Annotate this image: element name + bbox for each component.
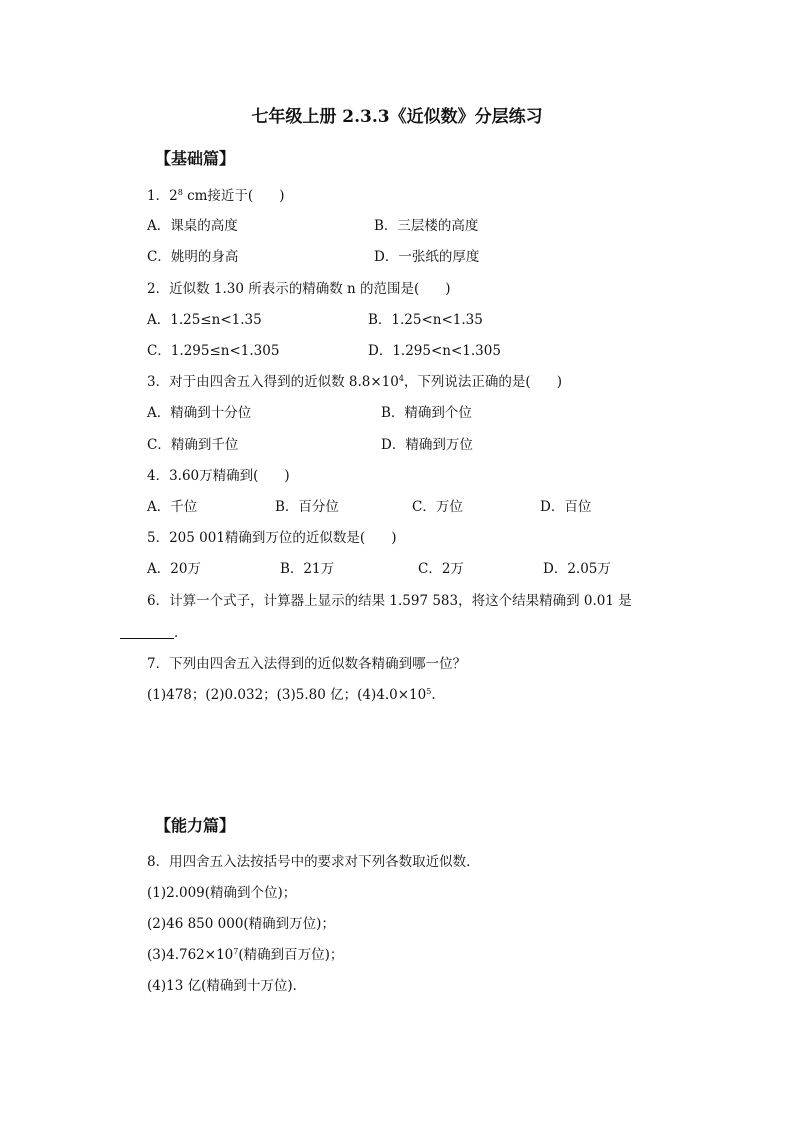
question-3-option-b: B．精确到个位 [381,405,472,421]
page-title: 七年级上册 2.3.3《近似数》分层练习 [251,107,543,127]
question-4-text: 4．3.60万精确到( [147,468,259,484]
question-5-text: 5．205 001精确到万位的近似数是( [147,530,366,546]
question-2-text: 2．近似数 1.30 所表示的精确数 n 的范围是( [147,281,420,297]
question-7-exponent: 5 [426,687,432,696]
question-8-item-4: (4)13 亿(精确到十万位)． [147,978,307,994]
question-1-option-d: D．一张纸的厚度 [374,249,480,265]
question-8-item-3-text-end: (精确到百万位)； [238,947,344,963]
question-8-item-1: (1)2.009(精确到个位)； [147,885,297,901]
question-2-close-paren: ) [445,281,451,297]
question-1-close-paren: ) [279,188,285,204]
question-3-exponent: 4 [398,374,404,383]
question-8-item-3-exponent: 7 [233,947,239,956]
question-1-option-a: A．课桌的高度 [147,218,238,234]
question-4-stem [147,467,290,485]
question-2-option-b: B．1.25<n<1.35 [368,312,483,328]
answer-blank [120,626,174,639]
question-6-period: ． [174,625,188,641]
question-7-items [147,686,436,704]
question-8-stem: 8．用四舍五入法按括号中的要求对下列各数取近似数． [147,854,480,870]
question-2-option-a: A．1.25≤n<1.35 [147,312,262,328]
question-3-option-a: A．精确到十分位 [147,405,252,421]
question-6-stem: 6．计算一个式子，计算器上显示的结果 1.597 583，将这个结果精确到 0.01 是 [147,593,632,609]
question-5-stem [147,529,396,547]
question-5-close-paren: ) [391,530,397,546]
question-5-option-b: B．21万 [280,561,335,577]
section-basic-heading: 【基础篇】 [155,149,236,168]
question-5-option-c: C．2万 [418,561,464,577]
question-7-items-text: (1)478；(2)0.032；(3)5.80 亿；(4)4.0×10 [147,687,427,703]
question-1-base: 2 [169,188,178,204]
question-1-option-c: C．姚明的身高 [147,249,239,265]
question-8-item-3-text: (3)4.762×10 [147,947,234,963]
question-3-option-d: D．精确到万位 [381,437,473,453]
question-2-option-c: C．1.295≤n<1.305 [147,343,280,359]
question-2-stem [147,280,451,298]
question-3-text: 3．对于由四舍五入得到的近似数 8.8×10 [147,374,399,390]
question-1-number: 1． [147,188,170,204]
question-6-answer-line [120,624,188,642]
question-3-close-paren: ) [556,374,562,390]
question-7-stem: 7．下列由四舍五入法得到的近似数各精确到哪一位？ [147,656,467,672]
question-8-item-2: (2)46 850 000(精确到万位)； [147,916,335,932]
question-4-option-c: C．万位 [412,499,463,515]
question-5-option-a: A．20万 [147,561,201,577]
question-3-text-end: ，下列说法正确的是( [403,374,531,390]
question-3-option-c: C．精确到千位 [147,437,239,453]
question-5-option-d: D．2.05万 [543,561,611,577]
question-1-exponent: 8 [177,188,183,197]
question-1-option-b: B．三层楼的高度 [374,218,479,234]
question-7-period: . [431,687,436,703]
question-1-stem [147,187,284,205]
question-4-close-paren: ) [284,468,290,484]
question-3-stem [147,373,562,391]
question-2-option-d: D．1.295<n<1.305 [368,343,501,359]
question-8-item-3 [147,946,343,964]
section-ability-heading: 【能力篇】 [155,816,236,835]
question-4-option-a: A．千位 [147,499,198,515]
question-4-option-d: D．百位 [540,499,592,515]
question-4-option-b: B．百分位 [275,499,339,515]
question-1-text: cm接近于( [182,188,254,204]
